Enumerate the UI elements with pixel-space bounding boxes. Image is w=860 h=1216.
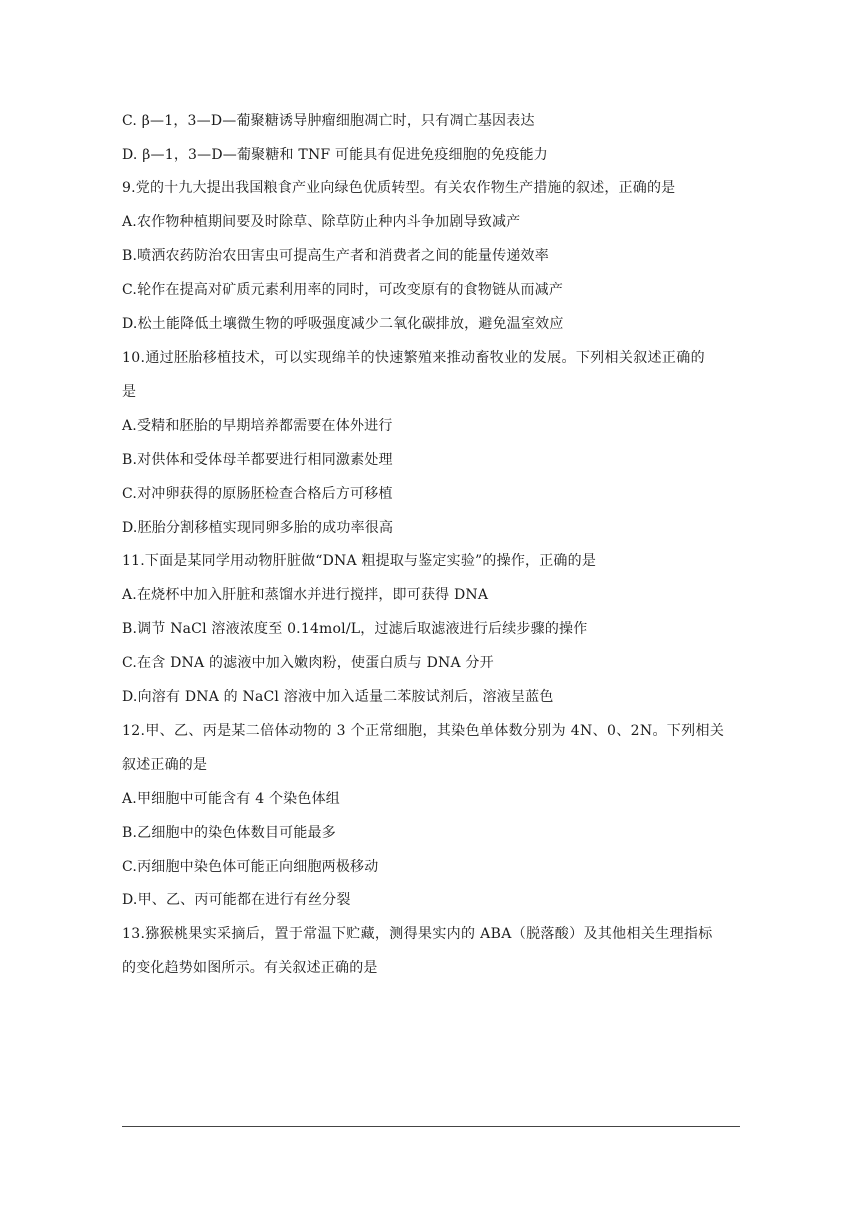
question-11-stem: 11.下面是某同学用动物肝脏做“DNA 粗提取与鉴定实验”的操作，正确的是 — [122, 553, 597, 569]
question-13-stem: 13.猕猴桃果实采摘后，置于常温下贮藏，测得果实内的 ABA（脱落酸）及其他相关生理指标 — [122, 926, 713, 942]
option-d-q11: D.向溶有 DNA 的 NaCl 溶液中加入适量二苯胺试剂后，溶液呈蓝色 — [122, 689, 554, 705]
option-d-q8: D. β—1，3—D—葡聚糖和 TNF 可能具有促进免疫细胞的免疫能力 — [122, 147, 548, 163]
option-a-q9: A.农作物种植期间要及时除草、除草防止种内斗争加剧导致减产 — [122, 214, 521, 230]
question-10-stem-continued: 是 — [122, 384, 137, 400]
option-d-q10: D.胚胎分割移植实现同卵多胎的成功率很高 — [122, 520, 394, 536]
option-b-q12: B.乙细胞中的染色体数目可能最多 — [122, 825, 336, 841]
option-a-q12: A.甲细胞中可能含有 4 个染色体组 — [122, 791, 340, 807]
option-d-q9: D.松土能降低土壤微生物的呼吸强度减少二氧化碳排放，避免温室效应 — [122, 316, 564, 332]
option-b-q11: B.调节 NaCl 溶液浓度至 0.14mol/L，过滤后取滤液进行后续步骤的操作 — [122, 621, 588, 637]
option-c-q11: C.在含 DNA 的滤液中加入嫩肉粉，使蛋白质与 DNA 分开 — [122, 655, 494, 671]
option-d-q12: D.甲、乙、丙可能都在进行有丝分裂 — [122, 892, 351, 908]
option-a-q10: A.受精和胚胎的早期培养都需要在体外进行 — [122, 418, 393, 434]
question-13-stem-continued: 的变化趋势如图所示。有关叙述正确的是 — [122, 960, 378, 976]
option-c-q12: C.丙细胞中染色体可能正向细胞两极移动 — [122, 859, 379, 875]
footer-divider — [122, 1126, 740, 1127]
option-a-q11: A.在烧杯中加入肝脏和蒸馏水并进行搅拌，即可获得 DNA — [122, 587, 489, 603]
option-b-q10: B.对供体和受体母羊都要进行相同激素处理 — [122, 452, 393, 468]
question-12-stem: 12.甲、乙、丙是某二倍体动物的 3 个正常细胞，其染色单体数分别为 4N、0、2N。下列相关 — [122, 723, 725, 739]
option-b-q9: B.喷洒农药防治农田害虫可提高生产者和消费者之间的能量传递效率 — [122, 248, 549, 264]
option-c-q8: C. β—1，3—D—葡聚糖诱导肿瘤细胞凋亡时，只有凋亡基因表达 — [122, 113, 535, 129]
question-12-stem-continued: 叙述正确的是 — [122, 757, 208, 773]
option-c-q10: C.对冲卵获得的原肠胚检查合格后方可移植 — [122, 486, 393, 502]
question-10-stem: 10.通过胚胎移植技术，可以实现绵羊的快速繁殖来推动畜牧业的发展。下列相关叙述正确的 — [122, 350, 705, 366]
option-c-q9: C.轮作在提高对矿质元素利用率的同时，可改变原有的食物链从而减产 — [122, 282, 564, 298]
question-9-stem: 9.党的十九大提出我国粮食产业向绿色优质转型。有关农作物生产措施的叙述，正确的是 — [122, 180, 676, 196]
